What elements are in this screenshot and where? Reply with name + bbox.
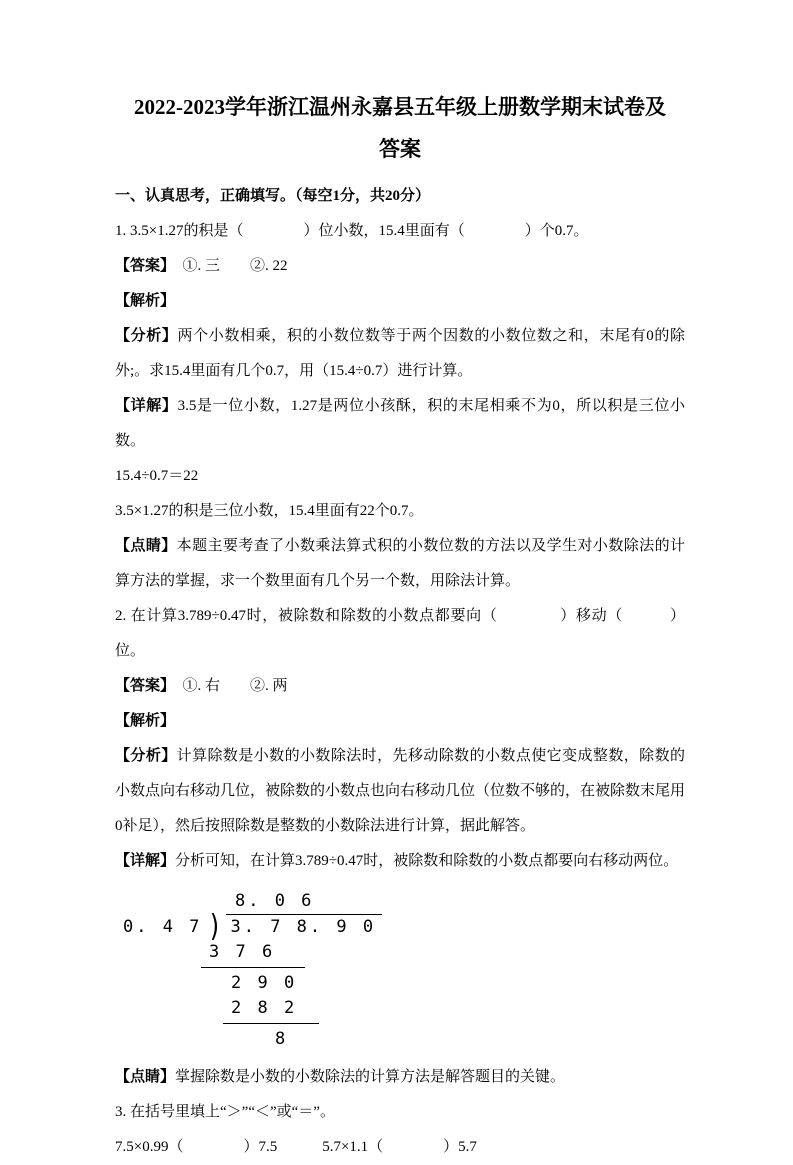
page-title-line2: 答案 [379, 137, 421, 161]
q1-detail [115, 389, 685, 459]
q1-conclusion: 3.5×1.27的积是三位小数，15.4里面有22个0.7。 [115, 503, 424, 519]
q1-detail-text: 3.5是一位小数，1.27是两位小孩酥，积的末尾相乘不为0，所以积是三位小数。 [115, 398, 685, 449]
q2-analysis [115, 739, 685, 844]
division-step3: 2 8 2 [231, 998, 298, 1018]
answer-label: 【答案】 [115, 258, 168, 274]
q2-analysis-label [115, 704, 685, 739]
fenxi-label: 【分析】 [115, 328, 178, 344]
q1-analysis [115, 319, 685, 389]
q1-keypoint-text: 本题主要考查了小数乘法算式积的小数位数的方法以及学生对小数除法的计算方法的掌握，求一个数里面有几个另一个数，用除法计算。 [115, 538, 685, 589]
division-bracket: ) [208, 909, 223, 944]
xiangjie-label: 【详解】 [115, 398, 178, 414]
long-division [123, 889, 443, 1052]
page-title [115, 86, 685, 170]
answer-label: 【答案】 [115, 678, 168, 694]
jiexi-label: 【解析】 [115, 713, 176, 729]
q1-answer [115, 249, 685, 284]
jiexi-label: 【解析】 [115, 293, 176, 309]
division-step1: 3 7 6 [209, 942, 276, 962]
xiangjie-label: 【详解】 [115, 853, 176, 869]
q2-answer-text: ①. 右 ②. 两 [167, 678, 288, 694]
division-line2 [223, 1023, 319, 1024]
q1-analysis-label [115, 284, 685, 319]
division-step2: 2 9 0 [231, 973, 298, 993]
fenxi-label: 【分析】 [115, 748, 177, 764]
division-divisor-row [123, 909, 443, 944]
q2-answer [115, 669, 685, 704]
q2-analysis-text: 计算除数是小数的小数除法时，先移动除数的小数点使它变成整数，除数的小数点向右移动几位，被除数的小数点也向右移动几位（位数不够的，在被除数末尾用0补足），然后按照除数是整数的小数除法进行计算，据此解答。 [115, 748, 686, 834]
section-heading: 一、认真思考，正确填写。（每空1分，共20分） [115, 188, 431, 204]
division-quotient: 8. 0 6 [235, 891, 315, 911]
division-line1 [201, 967, 305, 968]
q1-answer-text: ①. 三 ②. 22 [167, 258, 288, 274]
dianjing-label: 【点睛】 [115, 1069, 176, 1085]
q2-keypoint-text: 掌握除数是小数的小数除法的计算方法是解答题目的关键。 [175, 1069, 566, 1085]
q3-question: 3. 在括号里填上“＞”“＜”或“＝”。 [115, 1104, 335, 1120]
division-remainder: 8 [275, 1029, 289, 1049]
q3-items: 7.5×0.99（ ）7.5 5.7×1.1（ ）5.7 [115, 1139, 477, 1155]
q1-equation: 15.4÷0.7＝22 [115, 468, 199, 484]
q1-keypoint [115, 529, 685, 599]
q2-keypoint [115, 1060, 685, 1095]
q2-detail-text: 分析可知，在计算3.789÷0.47时，被除数和除数的小数点都要向右移动两位。 [175, 853, 679, 869]
q1-analysis-text: 两个小数相乘，积的小数位数等于两个因数的小数位数之和，末尾有0的除外;。求15.4里面有几个0.7，用（15.4÷0.7）进行计算。 [115, 328, 685, 379]
q2-detail [115, 844, 685, 879]
division-divisor: 0. 4 7 [123, 917, 203, 937]
division-dividend: 3. 7 8. 9 0 [226, 914, 382, 940]
page-title-line1: 2022-2023学年浙江温州永嘉县五年级上册数学期末试卷及 [134, 95, 666, 119]
q2-question: 2. 在计算3.789÷0.47时，被除数和除数的小数点都要向（ ）移动（ ）位。 [115, 608, 685, 659]
dianjing-label: 【点睛】 [115, 538, 177, 554]
q1-question: 1. 3.5×1.27的积是（ ）位小数，15.4里面有（ ）个0.7。 [115, 223, 589, 239]
